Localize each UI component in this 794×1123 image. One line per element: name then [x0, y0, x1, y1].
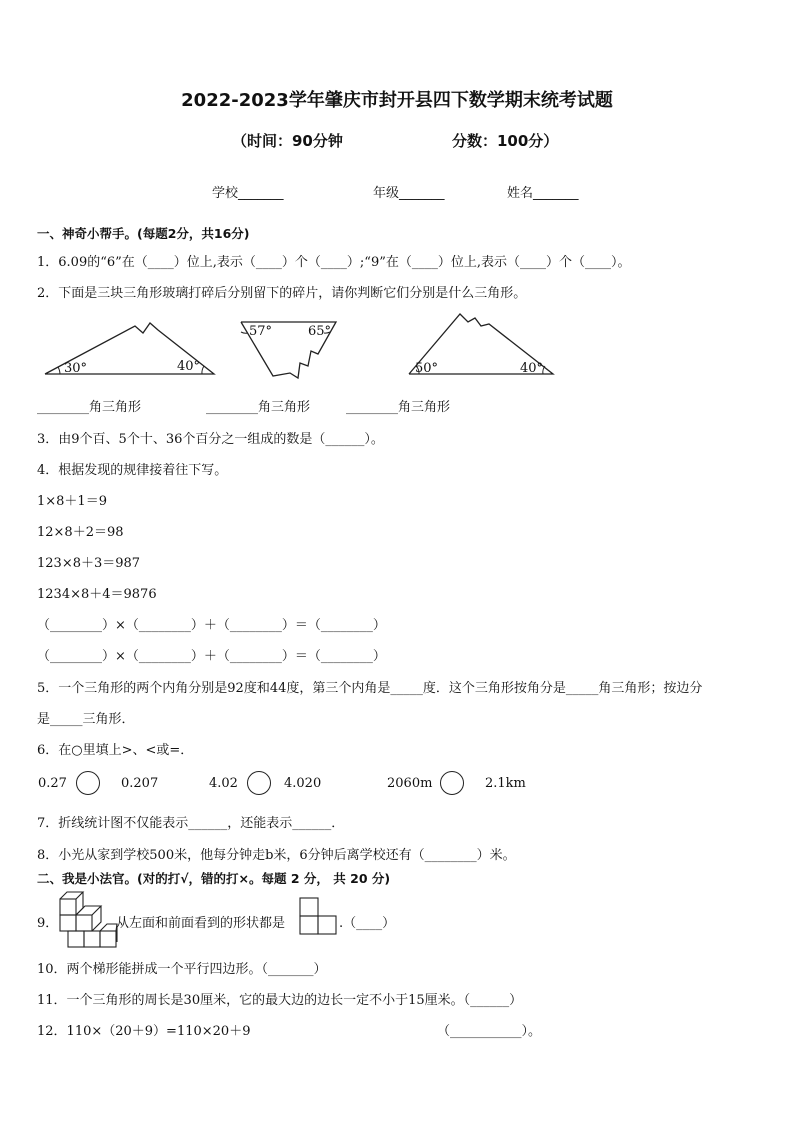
section2-heading: 二、我是小法官。(对的打√，错的打×。每题 2 分， 共 20 分)	[37, 871, 391, 886]
grade-field[interactable]: 年级_______	[373, 186, 445, 201]
question-12-answer[interactable]: （___________）。	[437, 1024, 542, 1039]
page-title: 2022-2023学年肇庆市封开县四下数学期末统考试题	[181, 90, 613, 111]
question-3: 3．由9个百、5个十、36个百分之一组成的数是（______）。	[37, 432, 384, 447]
question-10: 10．两个梯形能拼成一个平行四边形。（_______）	[37, 962, 327, 977]
question-9-answer[interactable]: .（____）	[339, 916, 396, 931]
t1-right-angle: 40°	[177, 359, 201, 374]
t3-right-angle: 40°	[520, 361, 544, 376]
compare-1-circle[interactable]	[76, 771, 100, 795]
compare-2-circle[interactable]	[247, 771, 271, 795]
section1-heading: 一、神奇小帮手。(每题2分，共16分)	[37, 226, 250, 241]
question-4: 4．根据发现的规律接着往下写。	[37, 463, 228, 478]
triangle-fragment-1	[40, 318, 220, 380]
t2-left-angle: 57°	[249, 324, 273, 339]
school-field[interactable]: 学校_______	[212, 186, 284, 201]
name-field[interactable]: 姓名_______	[507, 186, 579, 201]
view-shape-figure	[299, 897, 339, 937]
equation-fill-1[interactable]: （________）×（________）＋（________）＝（________）	[37, 618, 386, 633]
compare-2-right: 4.020	[284, 776, 322, 791]
equation-fill-2[interactable]: （________）×（________）＋（________）＝（________）	[37, 649, 386, 664]
exam-time: （时间：90分钟	[232, 132, 343, 150]
question-1: 1．6.09的“6”在（____）位上,表示（____）个（____）;“9”在（____）位上,表示（____）个（____）。	[37, 255, 631, 270]
cube-stack-figure	[57, 887, 119, 949]
equation-2: 12×8＋2＝98	[37, 525, 124, 540]
question-8: 8．小光从家到学校500米，他每分钟走b米，6分钟后离学校还有（________）米。	[37, 848, 516, 863]
equation-4: 1234×8＋4＝9876	[37, 587, 157, 602]
compare-1-left: 0.27	[38, 776, 67, 791]
compare-3-circle[interactable]	[440, 771, 464, 795]
compare-3-right: 2.1km	[485, 776, 526, 791]
question-9-text: 从左面和前面看到的形状都是	[116, 916, 286, 931]
question-5-line2: 是_____三角形．	[37, 712, 135, 727]
equation-1: 1×8＋1＝9	[37, 494, 107, 509]
t3-left-angle: 50°	[415, 361, 439, 376]
t2-right-angle: 65°	[308, 324, 332, 339]
triangle-answer-1[interactable]: ________角三角形	[37, 400, 142, 415]
question-2: 2．下面是三块三角形玻璃打碎后分别留下的碎片，请你判断它们分别是什么三角形。	[37, 286, 527, 301]
equation-3: 123×8＋3＝987	[37, 556, 141, 571]
compare-1-right: 0.207	[121, 776, 159, 791]
question-11: 11．一个三角形的周长是30厘米，它的最大边的边长一定不小于15厘米。（______）	[37, 993, 523, 1008]
question-5-line1: 5．一个三角形的两个内角分别是92度和44度，第三个内角是_____度．这个三角形按角分是_____角三角形；按边分	[37, 681, 703, 696]
question-12: 12．110×（20＋9）=110×20＋9	[37, 1024, 251, 1039]
exam-score: 分数：100分）	[452, 132, 559, 150]
triangle-answer-2[interactable]: ________角三角形	[206, 400, 311, 415]
question-7: 7．折线统计图不仅能表示______，还能表示______．	[37, 816, 345, 831]
question-9-number: 9．	[37, 916, 59, 931]
triangle-answer-3[interactable]: ________角三角形	[346, 400, 451, 415]
compare-2-left: 4.02	[209, 776, 238, 791]
question-6: 6．在○里填上>、<或=．	[37, 743, 194, 758]
t1-left-angle: 30°	[64, 361, 88, 376]
compare-3-left: 2060m	[387, 776, 433, 791]
triangle-fragment-2	[238, 318, 343, 380]
triangle-fragment-3	[405, 310, 560, 380]
